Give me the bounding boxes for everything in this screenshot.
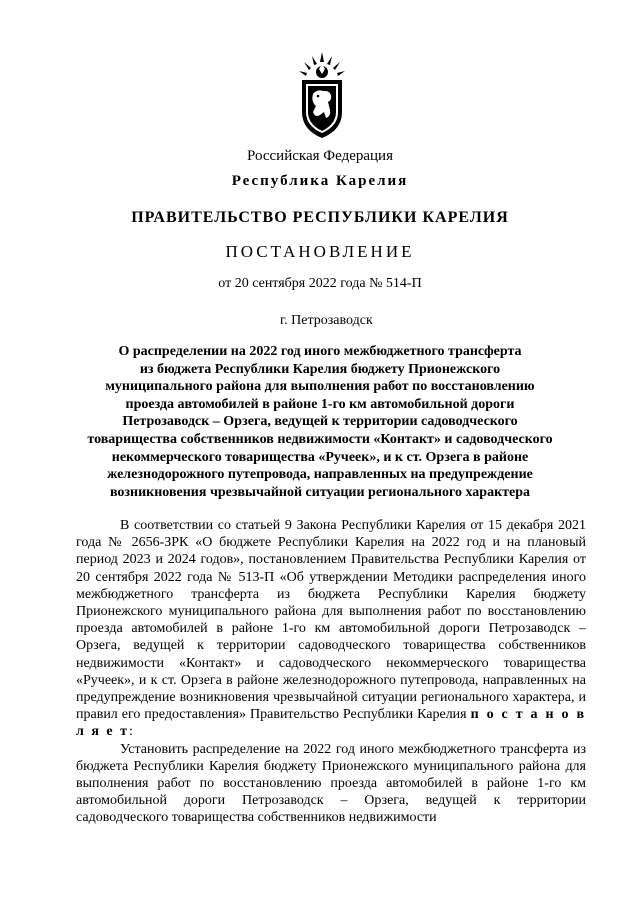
country-name: Российская Федерация: [247, 148, 393, 164]
karelia-coat-of-arms-icon: [297, 52, 347, 140]
document-city: г. Петрозаводск: [280, 313, 373, 328]
title-line: из бюджета Республики Карелия бюджету Прионежского: [139, 361, 501, 377]
body-paragraph: [76, 517, 586, 741]
title-line: возникновения чрезвычайной ситуации регионального характера: [109, 484, 531, 500]
document-title: [76, 343, 564, 501]
title-line: Петрозаводск – Орзега, ведущей к территории садоводческого: [122, 414, 518, 430]
document-body: [76, 517, 586, 827]
body-paragraph: Установить распределение на 2022 год иного межбюджетного трансферта из бюджета Республики Карелия бюджету Прионежского муниципального района для выполнения работ по восстановлению проезда автомобилей в районе 1-го км автомобильной дороги Петрозаводск – Орзега, ведущей к территории садоводческого товарищества собственников недвижимости: [76, 741, 586, 826]
title-line: О распределении на 2022 год иного межбюджетного трансферта: [118, 344, 522, 359]
republic-name: Республика Карелия: [231, 173, 409, 189]
document-date-number: от 20 сентября 2022 года № 514-П: [218, 276, 422, 291]
document-type: ПОСТАНОВЛЕНИЕ: [225, 242, 415, 261]
title-line: проезда автомобилей в районе 1-го км автомобильной дороги: [125, 396, 515, 412]
paragraph-text: В соответствии со статьей 9 Закона Республики Карелия от 15 декабря 2021 года № 2656-ЗРК «О бюджете Республики Карелия на 2022 год и на плановый период 2023 и 2024 годов», постановлением Правительства Республики Карелия от 20 сентября 2022 года № 513-П «Об утверждении Методики распределения иного межбюджетного трансферта из бюджета Республики Карелия бюджету Прионежского муниципального района для выполнения работ по восстановлению проезда автомобилей в районе 1-го км автомобильной дороги Петрозаводск – Орзега, ведущей к территории садоводческого товарищества собственников недвижимости «Контакт» и садоводческого некоммерческого товарищества «Ручеек», и к ст. Орзега в районе железнодорожного путепровода, направленных на предупреждение возникновения чрезвычайной ситуации регионального характера, и правил его предоставления» Правительство Республики Карелия: [76, 518, 586, 723]
title-line: товарищества собственников недвижимости «Контакт» и садоводческого: [87, 431, 553, 447]
decree-word: п о с т а н о в л я е т: [76, 707, 587, 740]
government-name: ПРАВИТЕЛЬСТВО РЕСПУБЛИКИ КАРЕЛИЯ: [131, 209, 509, 226]
title-line: некоммерческого товарищества «Ручеек», и к ст. Орзега в районе: [111, 449, 529, 465]
decree-colon: :: [129, 724, 133, 740]
title-line: муниципального района для выполнения работ по восстановлению: [105, 379, 535, 395]
title-line: железнодорожного путепровода, направленных на предупреждение: [107, 467, 533, 483]
